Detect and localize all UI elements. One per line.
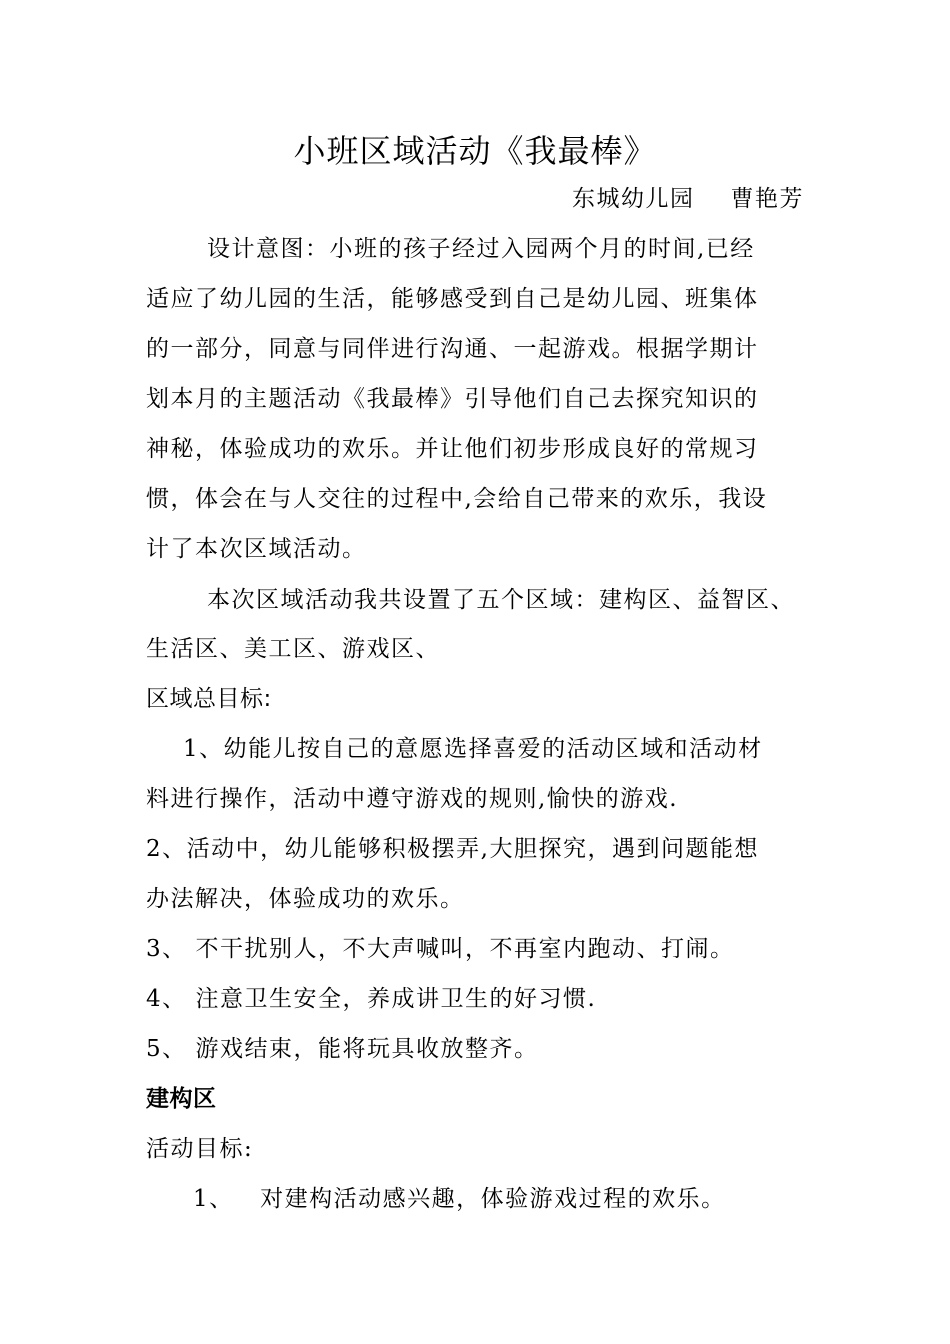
author-school: 东城幼儿园	[572, 186, 695, 212]
intent-line: 计了本次区域活动。	[146, 536, 367, 562]
goals-heading: 区域总目标:	[146, 686, 272, 712]
goal-line: 2、活动中，幼儿能够积极摆弄,大胆探究，遇到问题能想	[146, 836, 759, 862]
section-heading: 建构区	[146, 1086, 217, 1112]
goal-line: 3、 不干扰别人，不大声喊叫，不再室内跑动、打闹。	[146, 936, 735, 962]
goal-line: 办法解决，体验成功的欢乐。	[146, 886, 465, 912]
objectives-label: 活动目标:	[146, 1136, 254, 1162]
author-name: 曹艳芳	[730, 186, 804, 212]
goal-line: 5、 游戏结束，能将玩具收放整齐。	[146, 1036, 539, 1062]
goal-line: 4、 注意卫生安全，养成讲卫生的好习惯.	[146, 986, 597, 1012]
intent-line: 划本月的主题活动《我最棒》引导他们自己去探究知识的	[146, 386, 759, 412]
intent-line: 神秘，体验成功的欢乐。并让他们初步形成良好的常规习	[146, 436, 759, 462]
intent-line: 惯，体会在与人交往的过程中,会给自己带来的欢乐，我设	[146, 486, 768, 512]
intent-line: 设计意图：小班的孩子经过入园两个月的时间,已经	[207, 236, 755, 262]
intent-line: 适应了幼儿园的生活，能够感受到自己是幼儿园、班集体	[146, 286, 759, 312]
document-title: 小班区域活动《我最棒》	[293, 132, 657, 170]
goal-line: 料进行操作，活动中遵守游戏的规则,愉快的游戏.	[146, 786, 679, 812]
areas-line: 本次区域活动我共设置了五个区域：建构区、益智区、	[207, 587, 795, 613]
areas-line: 生活区、美工区、游戏区、	[146, 636, 440, 662]
objective-item: 1、 对建构活动感兴趣，体验游戏过程的欢乐。	[193, 1186, 726, 1212]
goal-line: 1、幼能儿按自己的意愿选择喜爱的活动区域和活动材	[183, 736, 763, 762]
author-line	[572, 184, 804, 214]
intent-line: 的一部分，同意与同伴进行沟通、一起游戏。根据学期计	[146, 336, 759, 362]
